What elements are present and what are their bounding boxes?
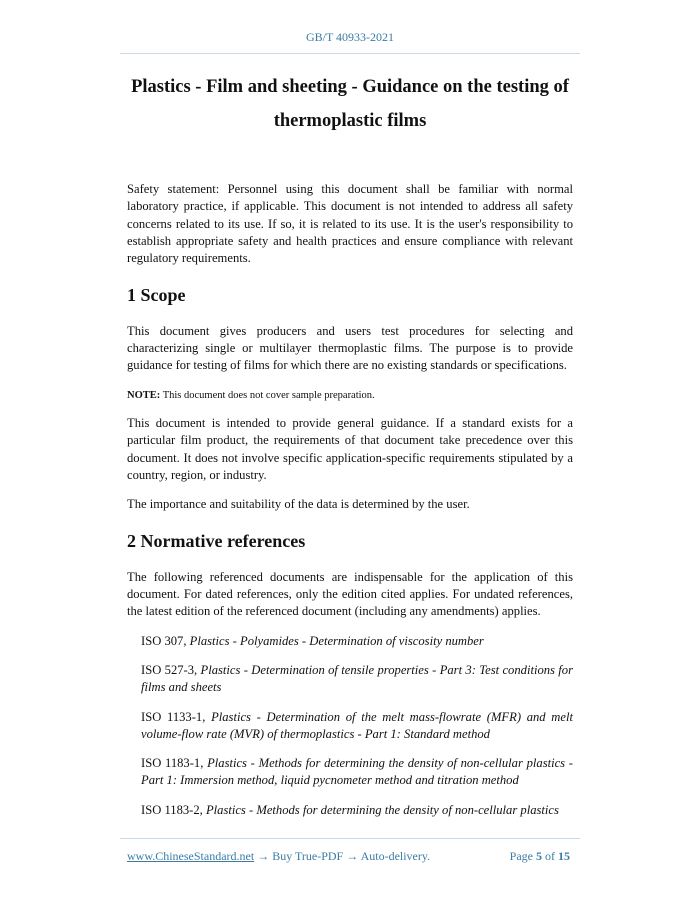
ref-code: ISO 1183-1, [141,756,208,771]
page-of: of [542,849,558,863]
ref-title: Plastics - Determination of the melt mass-flowrate (MFR) and melt volume-flow rate (MVR) of thermoplastics - Part 1: Standard method [141,709,573,741]
reference-item [141,709,573,744]
document-id-header: GB/T 40933-2021 [305,30,395,44]
section-heading-normative-references: 2 Normative references [127,531,306,552]
note-label: NOTE: [127,389,161,401]
page-label: Page [509,849,536,863]
ref-code: ISO 1183-2, [141,802,206,817]
footer [127,849,573,864]
ref-code: ISO 307, [141,633,190,648]
footer-divider [120,838,580,839]
page-total: 15 [558,849,570,863]
website-link[interactable]: www.ChineseStandard.net [127,849,255,863]
ref-title: Plastics - Polyamides - Determination of viscosity number [189,633,484,648]
paragraph: This document gives producers and users test procedures for selecting and characterizing single or multilayer thermoplastic films. The purpose is to provide guidance for testing of films for which there are no existing standards or specifications. [127,323,573,373]
reference-item [141,662,573,697]
ref-title: Plastics - Methods for determining the density of non-cellular plastics [205,802,559,817]
document-title [110,70,590,138]
note [127,387,573,404]
page-number: 5 [536,849,542,863]
reference-item [141,755,573,790]
header-divider [120,53,580,54]
ref-code: ISO 1133-1, [141,709,212,724]
document-body [127,181,573,831]
reference-item [141,802,573,819]
safety-statement: Safety statement: Personnel using this document shall be familiar with normal laboratory practice, if applicable. This document is not intended to address all safety concerns related to its use. If so, it is related to its use. It is the user's responsibility to establish appropriate safety and health practices and ensure compliance with relevant regulatory requirements. [127,182,573,266]
paragraph: The importance and suitability of the data is determined by the user. [127,497,470,512]
ref-code: ISO 527-3, [141,662,201,677]
title-line: Plastics - Film and sheeting - Guidance on the testing of [131,77,569,97]
page-indicator [510,849,570,864]
paragraph: The following referenced documents are indispensable for the application of this document. For dated references, only the edition cited applies. For undated references, the latest edition of the referenced document (including any amendments) applies. [127,569,573,619]
ref-title: Plastics - Methods for determining the density of non-cellular plastics - Part 1: Immersion method, liquid pycnometer method and titration method [141,756,573,788]
note-text: This document does not cover sample preparation. [160,389,375,401]
reference-item [141,633,573,650]
paragraph: This document is intended to provide general guidance. If a standard exists for a particular film product, the requirements of that document take precedence over this document. It does not involve specific application-specific requirements stipulated by a country, region, or industry. [127,415,573,482]
section-heading-scope: 1 Scope [127,285,186,306]
ref-title: Plastics - Determination of tensile properties - Part 3: Test conditions for films and sheets [141,662,573,695]
title-line: thermoplastic films [273,111,427,131]
footer-text: → Buy True-PDF → Auto-delivery. [254,849,431,863]
